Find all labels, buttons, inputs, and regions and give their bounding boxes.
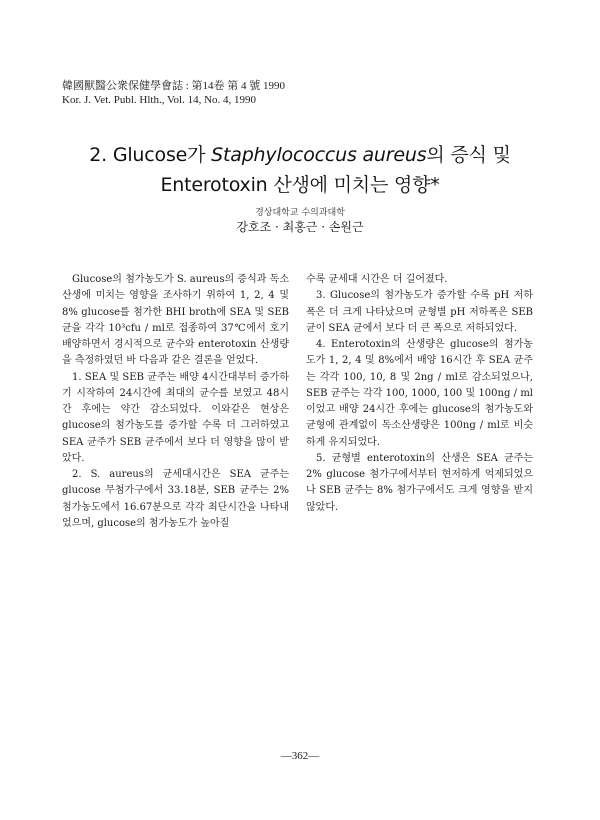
title-prefix: 2. Glucose가 [89,144,212,166]
article-title-line2: Enterotoxin 산생에 미치는 영향* [160,174,440,196]
abstract-intro: Glucose의 첨가농도가 S. aureus의 증식과 독소산생에 미치는 영향을 조사하기 위하여 1, 2, 4 및 8% glucose를 첨가한 BHI broth에 SEA 및 SEB 균을 각각 10³cfu / ml로 접종하여 37℃에서 호기배양하면서 경시적으로 균수와 enterotoxin 산생량을 측정하였던 바 다음과 같은 결론을 얻었다. [62,274,289,367]
journal-header [62,79,285,107]
left-column [62,272,289,532]
journal-citation-english: Kor. J. Vet. Publ. Hlth., Vol. 14, No. 4, 1990 [62,94,257,106]
result-item-3: 3. Glucose의 첨가농도가 증가할 수록 pH 저하폭은 더 크게 나타났으며 균형별 pH 저하폭은 SEB 균이 SEA 균에서 보다 더 큰 폭으로 저하되었다. [306,290,533,334]
title-species: Staphylococcus aureus [211,144,427,166]
result-item-1: 1. SEA 및 SEB 균주는 배양 4시간대부터 증가하기 시작하여 24시간에 최대의 균수를 보였고 48시간 후에는 약간 감소되었다. 이와같은 현상은 glucose의 첨가농도를 증가할 수록 더 그러하였고 SEA 균주가 SEB 균주에서 보다 더 영향을 많이 받았다. [62,371,289,464]
journal-citation-korean: 韓國獸醫公衆保健學會誌 : 第14卷 第 4 號 1990 [62,80,286,92]
article-title-line1 [0,140,600,170]
right-column [306,272,533,516]
author-names: 강호조 · 최홍근 · 손원근 [236,220,364,234]
result-item-2: 2. S. aureus의 균세대시간은 SEA 균주는 glucose 무첨가구에서 33.18분, SEB 균주는 2% 첨가농도에서 16.67분으로 각각 최단시간을 나타내었으며, glucose의 첨가농도가 높아질 [62,469,289,529]
result-item-4: 4. Enterotoxin의 산생량은 glucose의 첨가농도가 1, 2, 4 및 8%에서 배양 16시간 후 SEA 균주는 각각 100, 10, 8 및 2ng / ml로 감소되었으나, SEB 균주는 각각 100, 1000, 100 및 100ng / ml이었고 배양 24시간 후에는 glucose의 첨가농도와 균형에 관계없이 독소산생량은 100ng / ml로 비슷하게 유지되었다. [306,339,533,448]
result-item-2-continued: 수록 균세대 시간은 더 길어졌다. [306,274,448,285]
page-number: —362— [280,750,320,762]
result-item-5: 5. 균형별 enterotoxin의 산생은 SEA 균주는 2% glucose 첨가구에서부터 현저하게 억제되었으나 SEB 균주는 8% 첨가구에서도 크게 영향을 받지 않았다. [306,452,533,513]
article-title [0,140,600,200]
title-suffix: 의 증식 및 [426,144,511,166]
author-affiliation: 경상대학교 수의과대학 [255,208,345,218]
